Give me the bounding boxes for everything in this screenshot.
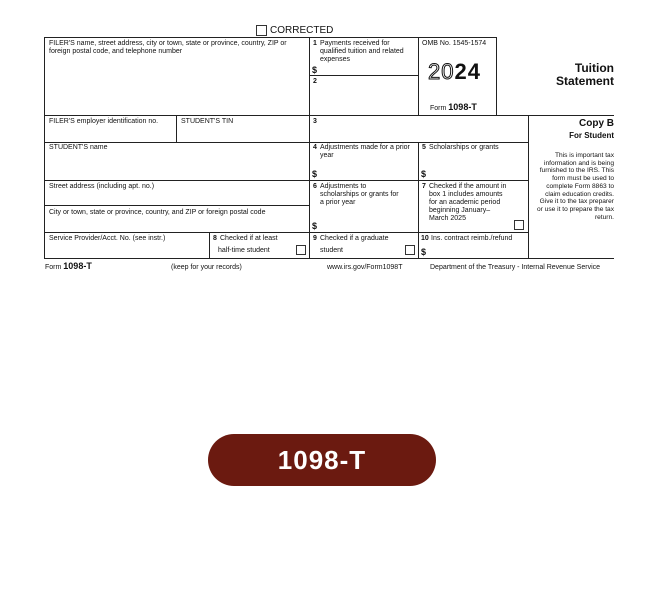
- student-tin-label: STUDENT'S TIN: [181, 118, 234, 125]
- omb-form-name: 1098-T: [448, 102, 477, 112]
- row3-bottom: [44, 180, 528, 181]
- footer-form-prefix: Form: [45, 264, 62, 271]
- box6-dollar: $: [312, 221, 318, 231]
- footer-url: www.irs.gov/Form1098T: [327, 264, 403, 271]
- box8-number: 8: [213, 235, 217, 242]
- box8-divider: [209, 232, 210, 258]
- footer-form-name: 1098-T: [63, 261, 92, 271]
- form-top-border: [44, 37, 497, 38]
- box9-label-1: Checked if a graduate: [320, 235, 389, 242]
- box8-checkbox[interactable]: [296, 245, 306, 255]
- tax-year: [428, 60, 481, 84]
- city-label: City or town, state or province, country, and ZIP or foreign postal code: [49, 209, 266, 216]
- filer-name-label: FILER'S name, street address, city or town, state or province, country, ZIP or foreign postal code, and telephone number: [49, 40, 287, 55]
- omb-right-border: [496, 37, 497, 115]
- row1-bottom: [44, 115, 614, 116]
- omb-form-prefix: Form: [430, 105, 447, 112]
- box10-dollar: $: [421, 247, 427, 257]
- footer-form-label: [45, 262, 92, 272]
- box1-dollar: $: [312, 65, 318, 75]
- title-line1: Tuition: [574, 61, 614, 75]
- box7-label: Checked if the amount in box 1 includes amounts for an academic period beginning January– March 2025: [429, 183, 507, 222]
- form-name-badge-label: 1098-T: [277, 445, 367, 475]
- box5-number: 5: [422, 144, 426, 151]
- box6-label: Adjustments to scholarships or grants for a prior year: [320, 183, 399, 206]
- box2-number: 2: [313, 78, 317, 85]
- corrected-checkbox[interactable]: [256, 25, 267, 36]
- col-divider-b: [418, 37, 419, 115]
- tax-year-prefix: 20: [428, 59, 455, 84]
- street-address-label: Street address (including apt. no.): [49, 183, 155, 190]
- copy-b-notice: This is important tax information and is being furnished to the IRS. This form must be used to complete Form 8863 to claim education credits. Give it to the tax preparer or use it to prepare the tax return.: [537, 152, 614, 221]
- box4-label: Adjustments made for a prior year: [320, 144, 410, 159]
- corrected-label: CORRECTED: [270, 25, 334, 36]
- footer-keep: (keep for your records): [171, 264, 242, 271]
- form-bottom-border: [44, 258, 614, 259]
- copy-for-student: For Student: [569, 131, 614, 140]
- col-divider-c: [528, 115, 529, 258]
- omb-form-label: [430, 103, 477, 113]
- copy-b-label: Copy B: [579, 118, 614, 129]
- box1-label: Payments received for qualified tuition and related expenses: [320, 40, 404, 63]
- box9-label-2: student: [320, 247, 343, 254]
- title-line2: Statement: [555, 74, 614, 88]
- box5-label: Scholarships or grants: [429, 144, 499, 151]
- box7-checkbox[interactable]: [514, 220, 524, 230]
- omb-number: OMB No. 1545-1574: [422, 40, 487, 47]
- service-provider-label: Service Provider/Acct. No. (see instr.): [49, 235, 166, 242]
- col-divider-a: [309, 37, 310, 258]
- row4-bottom: [44, 232, 528, 233]
- form-left-border: [44, 37, 45, 258]
- box9-checkbox[interactable]: [405, 245, 415, 255]
- col-divider-b2: [418, 142, 419, 258]
- row2-bottom: [44, 142, 528, 143]
- box6-number: 6: [313, 183, 317, 190]
- ein-divider: [176, 115, 177, 142]
- box3-number: 3: [313, 118, 317, 125]
- box4-number: 4: [313, 144, 317, 151]
- box1-bottom: [309, 75, 418, 76]
- box8-label-2: half-time student: [218, 247, 270, 254]
- form-name-badge: [208, 434, 436, 486]
- student-name-label: STUDENT'S name: [49, 144, 108, 151]
- footer-dept: Department of the Treasury - Internal Revenue Service: [430, 264, 601, 271]
- box10-label: Ins. contract reimb./refund: [431, 235, 513, 242]
- box5-dollar: $: [421, 169, 427, 179]
- box1-number: 1: [313, 40, 317, 47]
- filer-ein-label: FILER'S employer identification no.: [49, 118, 159, 125]
- box8-label-1: Checked if at least: [220, 235, 278, 242]
- box9-number: 9: [313, 235, 317, 242]
- tax-year-suffix: 24: [454, 59, 481, 84]
- box10-number: 10: [421, 235, 429, 242]
- street-bottom: [44, 205, 309, 206]
- box7-number: 7: [422, 183, 426, 190]
- box4-dollar: $: [312, 169, 318, 179]
